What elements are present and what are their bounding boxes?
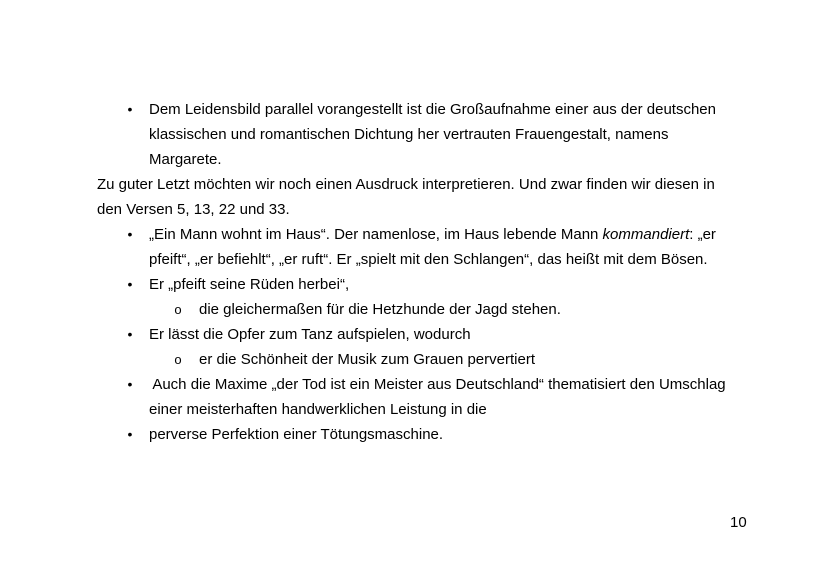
italic-text: kommandiert <box>602 226 690 243</box>
bullet-item <box>97 222 757 272</box>
text-line: Er „pfeift seine Rüden herbei“, <box>149 276 350 293</box>
paragraph <box>97 172 757 222</box>
text-line: pfeift“, „er befiehlt“, „er ruft“. Er „spielt mit den Schlangen“, das heißt mit dem Bösen. <box>149 251 708 268</box>
bullet-icon: • <box>127 276 133 292</box>
text-line: Dem Leidensbild parallel vorangestellt ist die Großaufnahme einer aus der deutschen <box>149 101 716 118</box>
bullet-item <box>97 422 757 447</box>
text-line: perverse Perfektion einer Tötungsmaschine. <box>149 426 444 443</box>
circle-bullet-icon: o <box>174 302 182 317</box>
text-line: Zu guter Letzt möchten wir noch einen Ausdruck interpretieren. Und zwar finden wir diesen in <box>97 176 715 193</box>
text-line: er die Schönheit der Musik zum Grauen pervertiert <box>199 351 535 368</box>
circle-bullet-icon: o <box>174 352 182 367</box>
bullet-item <box>97 97 757 172</box>
text-line: Margarete. <box>149 151 222 168</box>
text-line: klassischen und romantischen Dichtung her vertrauten Frauengestalt, namens <box>149 126 669 143</box>
text-line: Auch die Maxime „der Tod ist ein Meister aus Deutschland“ thematisiert den Umschlag <box>149 376 726 393</box>
text-line: den Versen 5, 13, 22 und 33. <box>97 201 290 218</box>
text-segment: „Ein Mann wohnt im Haus“. Der namenlose, im Haus lebende Mann <box>149 226 603 243</box>
page-number: 10 <box>730 514 747 531</box>
text-line: die gleichermaßen für die Hetzhunde der Jagd stehen. <box>199 301 561 318</box>
text-line: einer meisterhaften handwerklichen Leistung in die <box>149 401 487 418</box>
document-body <box>97 97 757 447</box>
bullet-icon: • <box>127 326 133 342</box>
bullet-item <box>97 272 757 297</box>
bullet-icon: • <box>127 376 133 392</box>
sub-bullet-item <box>97 297 757 322</box>
sub-bullet-item <box>97 347 757 372</box>
text-line: Er lässt die Opfer zum Tanz aufspielen, wodurch <box>149 326 471 343</box>
bullet-icon: • <box>127 101 133 117</box>
bullet-icon: • <box>127 226 133 242</box>
text-line <box>149 222 757 247</box>
bullet-item <box>97 372 757 422</box>
text-segment: : „er <box>689 226 716 243</box>
bullet-item <box>97 322 757 347</box>
bullet-icon: • <box>127 426 133 442</box>
